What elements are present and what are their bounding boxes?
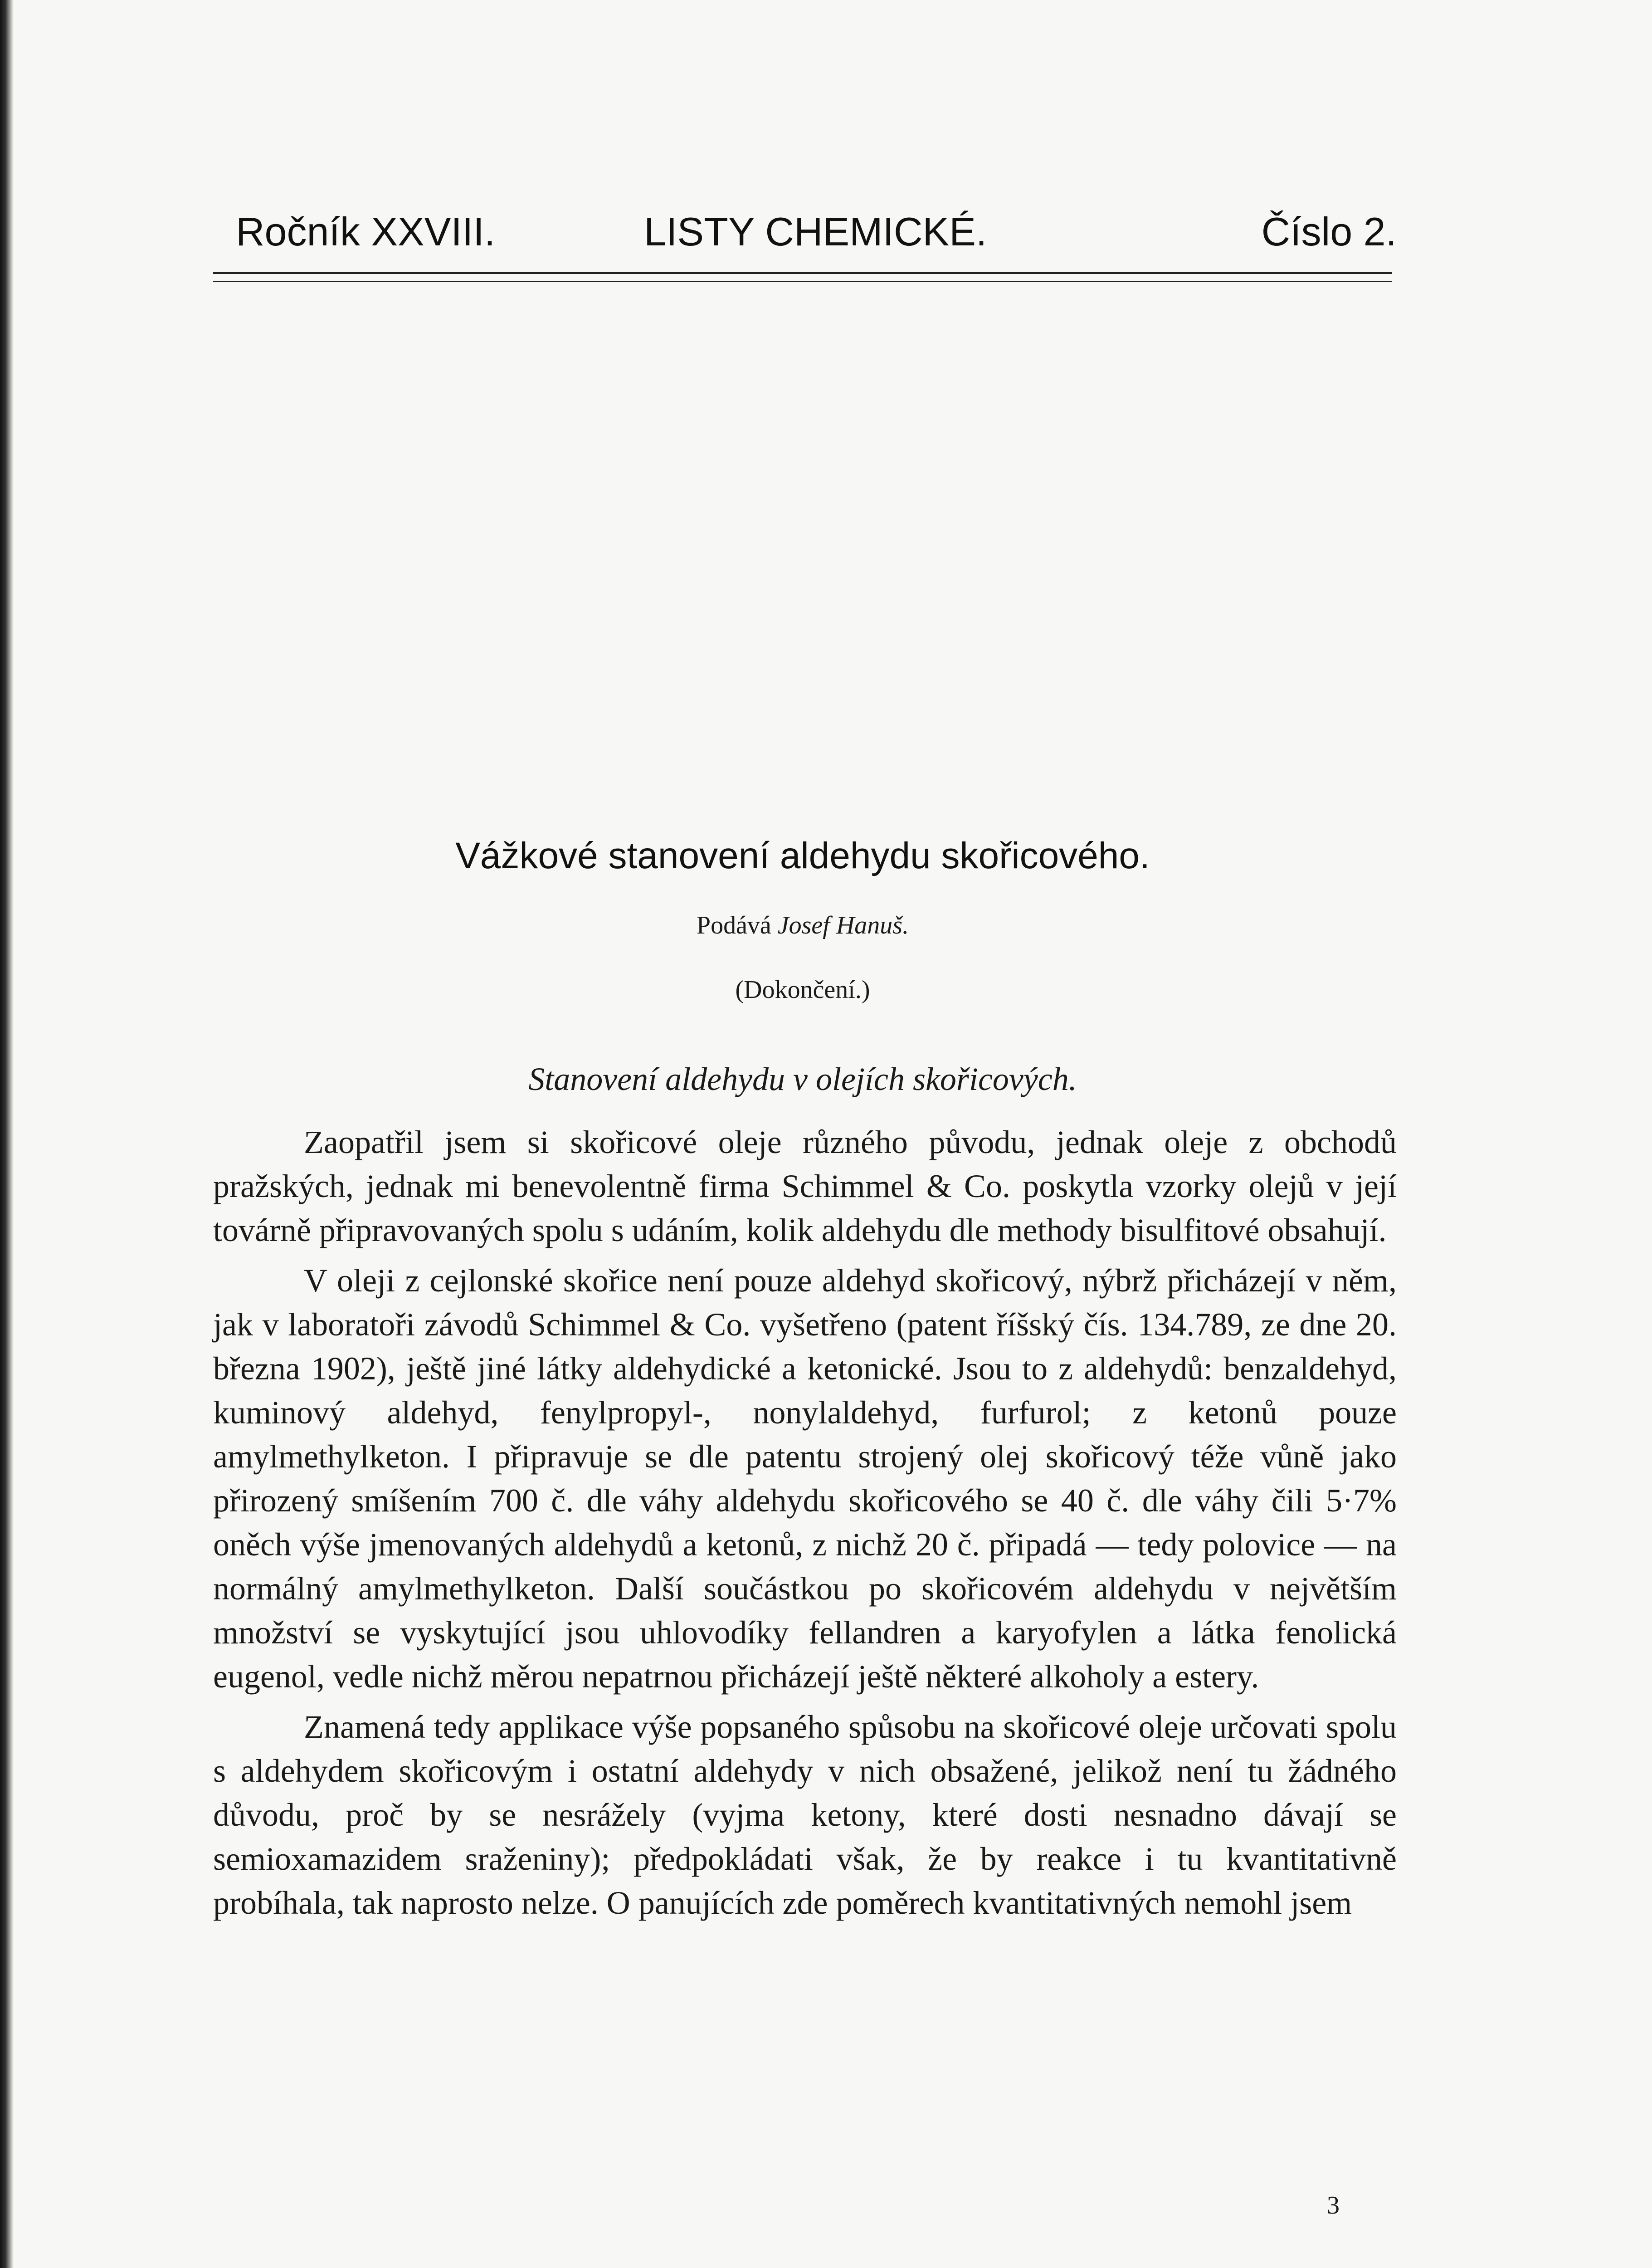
- article-title: Vážkové stanovení aldehydu skořicového.: [455, 835, 1150, 876]
- page-number: 3: [1327, 2191, 1340, 2219]
- header-volume: Ročník XXVIII.: [236, 209, 496, 254]
- article-byline: [213, 911, 1392, 940]
- paragraph: V oleji z cejlonské skořice není pouze aldehyd skořicový, nýbrž přicházejí v něm, jak v laboratoři závodů Schimmel & Co. vyšetřeno (patent říšský čís. 134.789, ze dne 20. března 1902), ještě jiné látky aldehydické a ketonické. Jsou to z aldehydů: benzaldehyd, kuminový aldehyd, fenylpropyl-, nonylaldehyd, furfurol; z ketonů pouze amylmethylketon. I připravuje se dle patentu strojený olej skořicový téže vůně jako přirozený smíšením 700 č. dle váhy aldehydu skořicového se 40 č. dle váhy čili 5·7% oněch výše jmenovaných aldehydů a ketonů, z nichž 20 č. připadá — tedy polovice — na normálný amylmethylketon. Další součástkou po skořicovém aldehydu v největším množství se vyskytující jsou uhlovodíky fellandren a karyofylen a látka fenolická eugenol, vedle nichž měrou nepatrnou přicházejí ještě některé alkoholy a estery.: [213, 1262, 1397, 1695]
- scan-edge-left: [0, 0, 14, 2268]
- byline-prefix: Podává: [696, 911, 778, 939]
- author-name: Josef Hanuš.: [777, 911, 909, 939]
- header-journal-title: LISTY CHEMICKÉ.: [644, 209, 987, 254]
- continued-note: (Dokončení.): [735, 976, 870, 1004]
- section-heading: Stanovení aldehydu v olejích skořicových.: [528, 1061, 1077, 1097]
- running-header: [236, 200, 1397, 272]
- article-body: [213, 1120, 1397, 1931]
- paragraph: Zaopatřil jsem si skořicové oleje různého původu, jednak oleje z obchodů pražských, jednak mi benevolentně firma Schimmel & Co. poskytla vzorky olejů v její továrně připravovaných spolu s udáním, kolik aldehydu dle methody bisulfitové obsahují.: [213, 1124, 1397, 1248]
- header-issue-number: Číslo 2.: [1261, 209, 1397, 254]
- paragraph: Znamená tedy applikace výše popsaného spůsobu na skořicové oleje určovati spolu s aldehydem skořicovým i ostatní aldehydy v nich obsažené, jelikož není tu žádného důvodu, proč by se nesrážely (vyjma ketony, které dosti nesnadno dávají se semioxamazidem sraženiny); předpokládati však, že by reakce i tu kvantitativně probíhala, tak naprosto nelze. O panujících zde poměrech kvantitativných nemohl jsem: [213, 1709, 1397, 1921]
- header-double-rule: [213, 272, 1392, 282]
